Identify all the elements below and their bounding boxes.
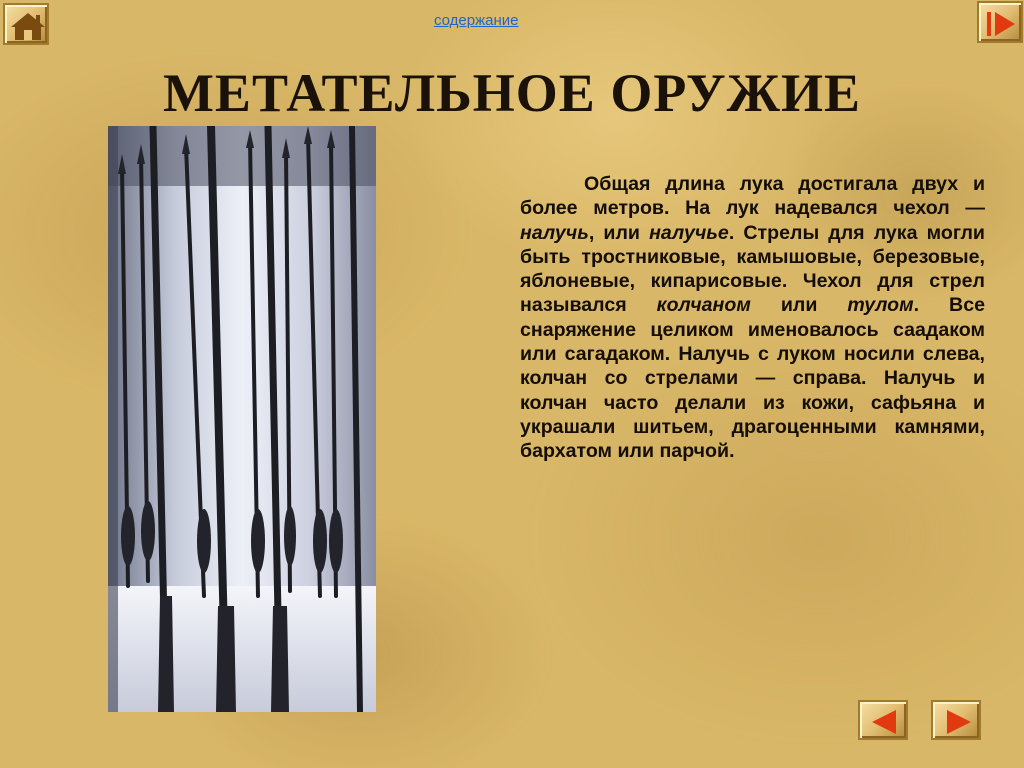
next-slide-button[interactable] [931,700,981,740]
arrows-photo [108,126,376,712]
page-title: МЕТАТЕЛЬНОЕ ОРУЖИЕ [162,63,862,123]
triangle-right-icon [933,702,983,742]
body-text: Общая длина лука достигала двух и более метров. На лук надевался чехол — налучь, или налучье. Стрелы для лука могли быть тростниковые, камышовые, березовые, яблоневые, кипарисовые. Чехол для стрел назывался колчаном или тулом. Все снаряжение целиком именовалось саадаком или сагадаком. Налучь с луком носили слева, колчан со стрелами — справа. Налучь и колчан часто делали из кожи, сафьяна и украшали шитьем, драгоценными камнями, бархатом или парчой. [520,173,985,463]
end-button[interactable] [977,1,1023,43]
contents-link[interactable]: содержание [434,12,519,29]
home-button[interactable] [3,3,49,45]
home-icon [5,5,51,47]
previous-slide-button[interactable] [858,700,908,740]
triangle-left-icon [860,702,910,742]
end-icon [979,3,1024,45]
